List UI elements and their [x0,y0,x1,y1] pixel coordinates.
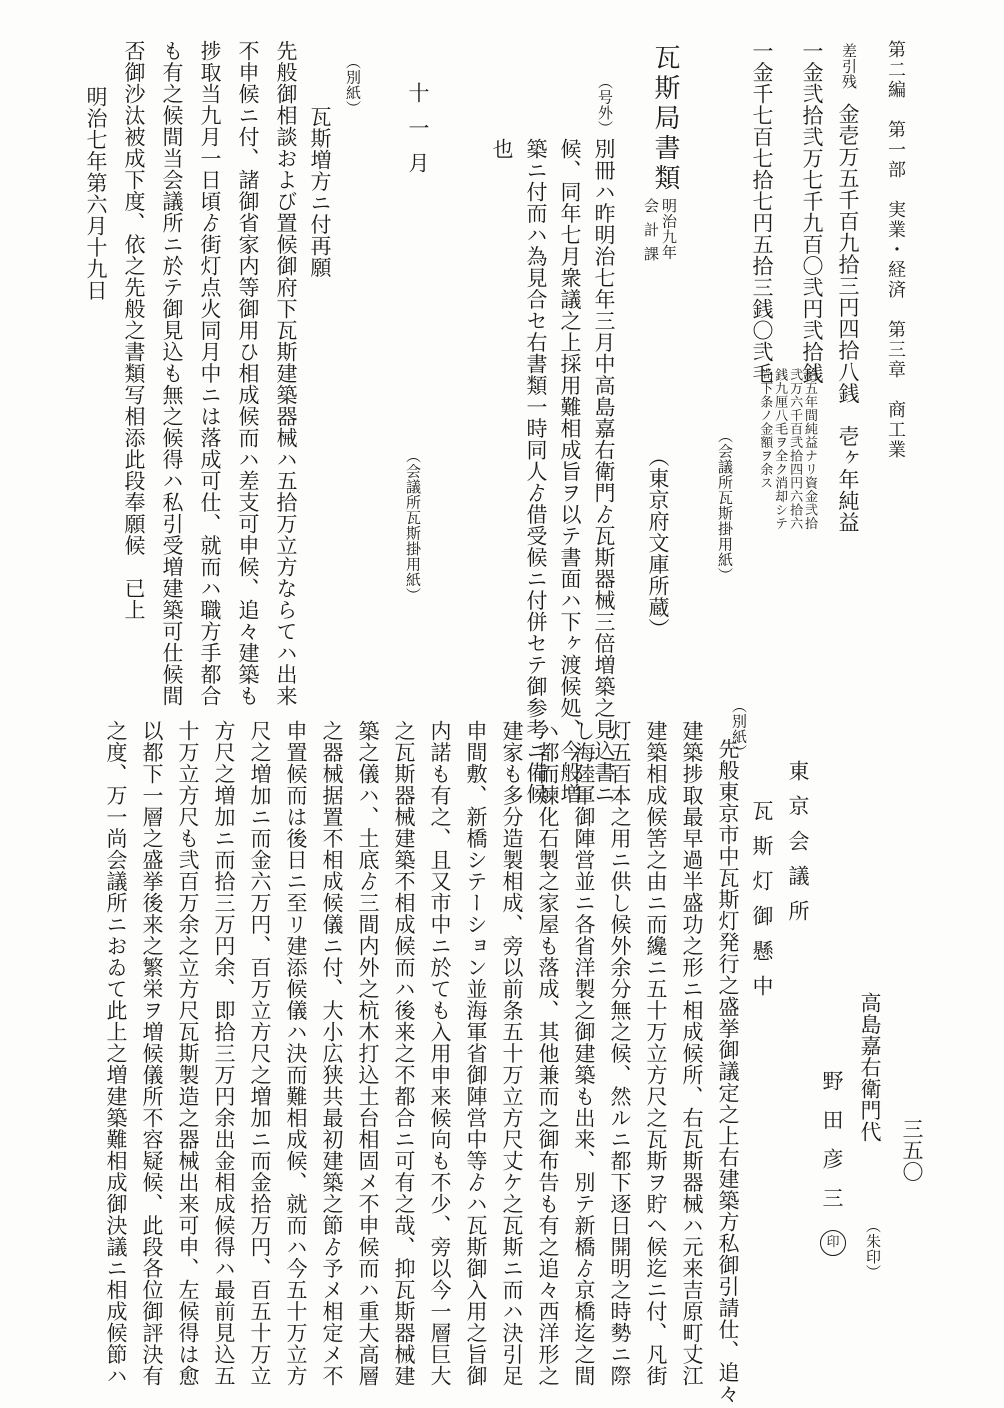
gougai-line: 也 [490,138,514,160]
body-line: 内諾も有之、且又市中ニ於ても入用申来候向も不少、旁以今一層巨大 [428,720,452,1387]
bessi-label-top: （別紙） [344,54,362,116]
balance-text: 金壱万五千百九拾三円四拾八銭 壱ヶ年純益 [836,103,860,533]
bessi-label-bottom: （別紙） [730,698,748,760]
petitioner-name: 高島嘉右衛門代 [858,992,882,1143]
gougai-line: 別冊ハ昨明治七年三月中高島嘉右衛門ゟ瓦斯器械三倍増築之見込書ニ [592,138,616,805]
petition-line: 不申候ニ付、諸御省家内等御用ひ相成候而ハ差支可申候、追々建築も [236,40,260,707]
addressee-1: 東京会議所 [786,760,810,935]
addressee-2: 瓦斯灯御懸中 [750,800,774,1010]
body-line: 建築相成候筈之由ニ而纔ニ五十万立方尺之瓦斯ヲ貯ヘ候迄ニ付、凡街 [644,720,668,1387]
document-meta-year: 明治九年 [660,198,678,260]
gougai-line: 築ニ付而ハ為見合セ右書類一時同人ゟ借受候ニ付併セテ御参考ニ備候 [524,138,548,805]
gougai-label: （号外） [596,74,614,136]
body-line: 以都下一層之盛挙後来之繁栄ヲ増候儀所不容疑候、此段各位御評決有 [140,720,164,1387]
body-line: 申間敷、新橋シテーション並海軍省御陣営中等ゟハ瓦斯御入用之旨御 [464,720,488,1387]
body-line: 建家も多分造製相成、旁以前条五十万立方尺丈ケ之瓦斯ニ而ハ決引足 [500,720,524,1387]
body-line: 灯五百本之用ニ供し候外余分無之候、然ルニ都下逐日開明之時勢ニ際 [608,720,632,1387]
petition-title: 瓦斯増方ニ付再願 [308,106,332,278]
body-line: 建築捗取最早過半盛功之形ニ相成候所、右瓦斯器械ハ元来吉原町丈江 [680,720,704,1387]
agent-name: 野田彦三 [820,1070,844,1226]
body-line: 申置候而は後日ニ至リ建添候儀ハ決而難相成候、就而ハ今五十万立方 [284,720,308,1387]
document-title: 瓦斯局書類 [650,44,680,194]
body-line: 之瓦斯器械建築不相成候而ハ後来之不都合ニ可有之哉、抑瓦斯器械建 [392,720,416,1387]
source-note-3: （会議所瓦斯掛用紙） [404,448,422,603]
document-meta-dept: 会計課 [642,198,660,270]
body-line: ハ都而煉化石製之家屋も落成、其他兼而之御布告も有之追々西洋形之 [536,720,560,1387]
balance-label: 差引残 [840,43,858,90]
seal-mark: 印 [820,1230,846,1256]
petition-line: 否御沙汰被成下度、依之先般之書類写相添此段奉願候 已上 [122,40,146,621]
body-line: 尺之増加ニ而金六万円、百万立方尺之増加ニ而金拾万円、百五十万立 [248,720,272,1387]
body-line: 之度、万一尚会議所ニおゐて此上之増建築難相成御決議ニ相成候節ハ [104,720,128,1387]
month-heading: 十一月 [406,82,430,187]
body-line: し海陸軍御陣営並ニ各省洋製之御建築も出来、別テ新橋ゟ京橋迄之間 [572,720,596,1387]
page-number: 三五〇 [900,1118,924,1183]
petition-line: も有之候間当会議所ニ於テ御見込も無之候得ハ私引受増建築可仕候間 [160,40,184,707]
petition-date: 明治七年第六月十九日 [84,86,108,301]
source-note-1: （会議所瓦斯掛用紙） [716,428,734,583]
body-line: 先般東京市中瓦斯灯発行之盛挙御議定之上右建築方私御引請仕、追々 [716,738,740,1405]
account-entry-2: 一金千七百七拾七円五拾三銭〇弐毛 [750,40,774,384]
seal-note: （朱印） [864,1218,882,1280]
body-line: 十万立方尺も弐百万余之立方尺瓦斯製造之器械出来可申、左候得は愈 [176,720,200,1387]
account-entry-1-note: 拾五年間純益ナリ資金弐拾弐万六千百弐拾四円六拾六銭九厘八毛ヲ全ク消却シテ尚下条ノ金額ヲ余ス [757,368,817,530]
body-line: 築之儀ハ、土底ゟ三間内外之杭木打込土台相固メ不申候而ハ重大高層 [356,720,380,1387]
petition-line: 捗取当九月一日頃ゟ街灯点火同月中ニは落成可仕、就而ハ職方手都合 [198,40,222,707]
account-entry-1: 一金弐拾弐万七千九百〇弐円弐拾銭 [800,40,824,384]
source-note-2: （東京府文庫所蔵） [646,446,670,640]
petition-line: 先般御相談および置候御府下瓦斯建築器械ハ五拾万立方ならてハ出来 [274,40,298,707]
running-header: 第二編 第一部 実業・経済 第三章 商工業 [885,40,906,460]
body-line: 方尺之増加ニ而拾三万円余、即拾三万円余出金相成候得ハ最前見込五 [212,720,236,1387]
gougai-line: 候、同年七月衆議之上採用難相成旨ヲ以テ書面ハ下ヶ渡候処、今般増 [558,138,582,805]
body-line: 之器械据置不相成候儀ニ付、大小広狭共最初建築之節ゟ予メ相定メ不 [320,720,344,1387]
